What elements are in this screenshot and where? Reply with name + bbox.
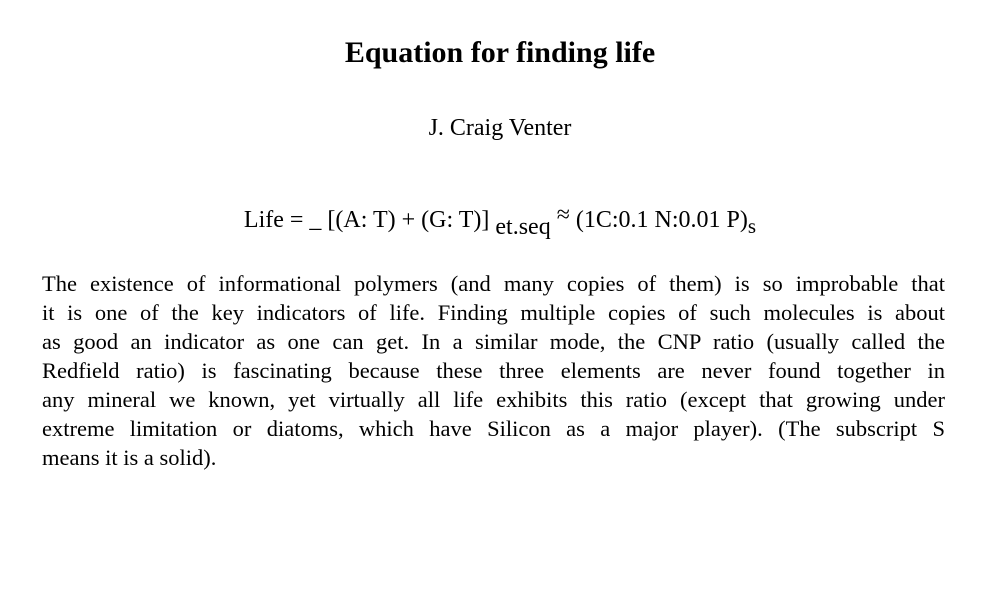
life-equation — [0, 202, 1000, 241]
paragraph-line-2: it is one of the key indicators of life. Finding multiple copies of such molecules is about — [42, 299, 945, 325]
paragraph-line-3: as good an indicator as one can get. In a similar mode, the CNP ratio (usually called the — [42, 328, 945, 354]
paragraph-line-7: means it is a solid). — [42, 444, 217, 470]
paragraph-line-6: extreme limitation or diatoms, which have Silicon as a major player). (The subscript S — [42, 415, 945, 441]
equation-subscript-s: s — [747, 214, 757, 239]
body-paragraph — [42, 269, 945, 472]
paragraph-line-1: The existence of informational polymers (and many copies of them) is so improbable that — [42, 270, 945, 296]
equation-rhs: (1C:0.1 N:0.01 P) — [575, 207, 748, 234]
equation-subscript-etseq: et.seq — [489, 214, 551, 241]
equation-main: Life = _ [(A: T) + (G: T)] — [243, 207, 490, 234]
slide-title: Equation for finding life — [344, 36, 656, 69]
slide — [0, 36, 1000, 589]
paragraph-line-4: Redfield ratio) is fascinating because these three elements are never found together in — [42, 357, 945, 383]
paragraph-line-5: any mineral we known, yet virtually all life exhibits this ratio (except that growing under — [42, 386, 945, 412]
author-name: J. Craig Venter — [428, 114, 572, 141]
approximately-equal-symbol: ≈ — [550, 202, 576, 229]
